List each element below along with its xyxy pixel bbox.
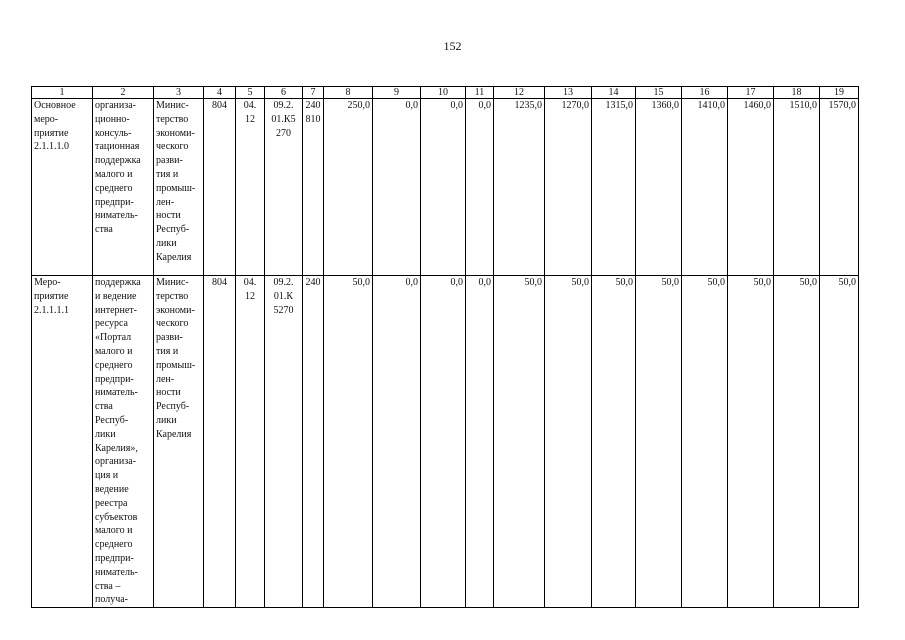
value-cell-col16: 50,0	[682, 276, 728, 608]
value-cell-col19: 50,0	[820, 276, 859, 608]
budget-table	[31, 86, 859, 608]
value-cell-col17: 1460,0	[728, 99, 774, 276]
column-header-12: 12	[494, 87, 545, 99]
row-executor-cell: Минис- терство экономи- ческого разви- тия и промыш- лен- ности Респуб- лики Карелия	[154, 99, 204, 276]
row-name-cell: Меро- приятие 2.1.1.1.1	[32, 276, 93, 608]
column-header-13: 13	[545, 87, 592, 99]
row-section-cell: 04. 12	[236, 276, 265, 608]
value-cell-col15: 1360,0	[636, 99, 682, 276]
column-header-15: 15	[636, 87, 682, 99]
value-cell-col13: 50,0	[545, 276, 592, 608]
value-cell-col12: 50,0	[494, 276, 545, 608]
value-cell-col10: 0,0	[421, 99, 466, 276]
value-cell-col11: 0,0	[466, 276, 494, 608]
value-cell-col17: 50,0	[728, 276, 774, 608]
header-row	[32, 87, 859, 99]
value-cell-col10: 0,0	[421, 276, 466, 608]
column-header-3: 3	[154, 87, 204, 99]
value-cell-col14: 50,0	[592, 276, 636, 608]
row-description-cell: организа- ционно- консуль- тационная поддержка малого и среднего предпри- ниматель- ства	[93, 99, 154, 276]
column-header-10: 10	[421, 87, 466, 99]
column-header-18: 18	[774, 87, 820, 99]
value-cell-col18: 50,0	[774, 276, 820, 608]
column-header-8: 8	[324, 87, 373, 99]
row-description-cell: поддержка и ведение интернет- ресурса «Портал малого и среднего предпри- ниматель- ства Респуб- лики Карелия», организа- ция и ведение реестра субъектов малого и среднего предпри- ниматель- ства – получа-	[93, 276, 154, 608]
column-header-9: 9	[373, 87, 421, 99]
row-vr-cell: 240 810	[303, 99, 324, 276]
value-cell-col18: 1510,0	[774, 99, 820, 276]
column-header-1: 1	[32, 87, 93, 99]
value-cell-col9: 0,0	[373, 276, 421, 608]
row-executor-cell: Минис- терство экономи- ческого разви- тия и промыш- лен- ности Респуб- лики Карелия	[154, 276, 204, 608]
value-cell-col11: 0,0	[466, 99, 494, 276]
value-cell-col15: 50,0	[636, 276, 682, 608]
row-grbs-cell: 804	[204, 99, 236, 276]
value-cell-col9: 0,0	[373, 99, 421, 276]
row-section-cell: 04. 12	[236, 99, 265, 276]
column-header-14: 14	[592, 87, 636, 99]
value-cell-col8: 50,0	[324, 276, 373, 608]
column-header-6: 6	[265, 87, 303, 99]
column-header-5: 5	[236, 87, 265, 99]
column-header-11: 11	[466, 87, 494, 99]
table-row	[32, 276, 859, 608]
value-cell-col14: 1315,0	[592, 99, 636, 276]
row-grbs-cell: 804	[204, 276, 236, 608]
column-header-19: 19	[820, 87, 859, 99]
table-row	[32, 99, 859, 276]
row-csr-cell: 09.2. 01.К 5270	[265, 276, 303, 608]
column-header-4: 4	[204, 87, 236, 99]
value-cell-col12: 1235,0	[494, 99, 545, 276]
value-cell-col8: 250,0	[324, 99, 373, 276]
column-header-16: 16	[682, 87, 728, 99]
page-number: 152	[443, 39, 462, 53]
value-cell-col16: 1410,0	[682, 99, 728, 276]
column-header-2: 2	[93, 87, 154, 99]
row-vr-cell: 240	[303, 276, 324, 608]
value-cell-col19: 1570,0	[820, 99, 859, 276]
row-csr-cell: 09.2. 01.К5 270	[265, 99, 303, 276]
column-header-7: 7	[303, 87, 324, 99]
column-header-17: 17	[728, 87, 774, 99]
value-cell-col13: 1270,0	[545, 99, 592, 276]
row-name-cell: Основное меро- приятие 2.1.1.1.0	[32, 99, 93, 276]
